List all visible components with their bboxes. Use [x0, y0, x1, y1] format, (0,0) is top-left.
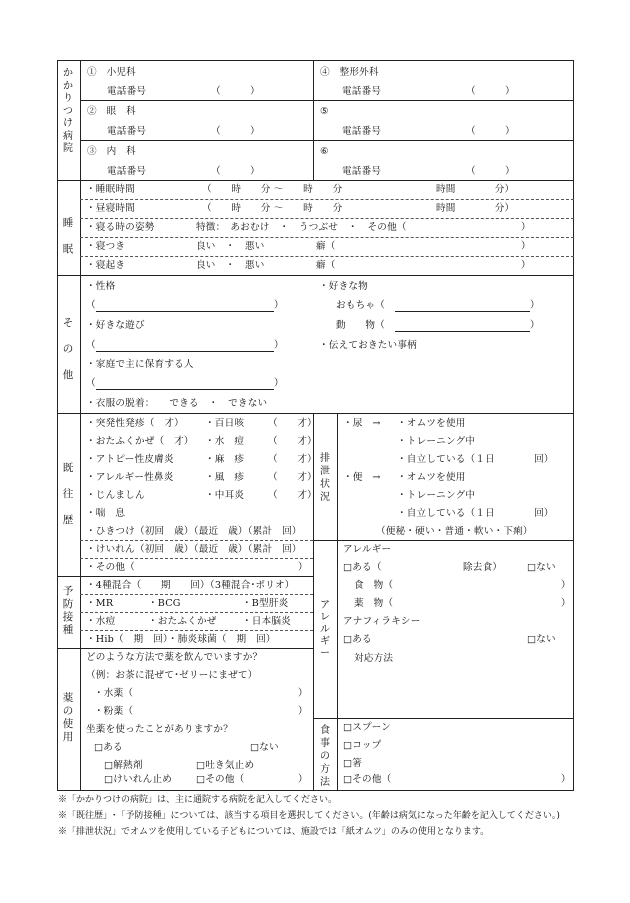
nap-time-label: ・昼寝時間: [86, 203, 135, 214]
toys-label: おもちゃ（: [336, 300, 385, 311]
hospital-3-phone-label: 電話番号: [107, 166, 147, 177]
stool-independent: ・自立している（１日 回）: [397, 508, 554, 519]
urine-independent: ・自立している（１日 回）: [397, 454, 554, 465]
anaphylaxis-no-checkbox[interactable]: □ない: [527, 634, 556, 645]
hospital-6-label: ⑥: [320, 146, 329, 157]
anaphylaxis-label: アナフィラキシー: [343, 616, 421, 627]
allergy-section-bottom: [313, 718, 574, 719]
personality-open: （: [86, 300, 96, 311]
history-left-2: ・アトピー性皮膚炎: [86, 454, 174, 465]
sleep-posture-close: ）: [521, 222, 531, 233]
stool-types: （便秘・硬い・普通・軟い・下痢）: [376, 526, 533, 537]
favorite-play-close: ）: [274, 340, 284, 351]
meal-spoon-checkbox[interactable]: □スプーン: [343, 722, 391, 733]
history-section-bottom: [57, 576, 313, 577]
dressing-label: ・衣服の脱着： できる ・ できない: [86, 398, 268, 409]
history-left-0: ・突発性発疹（ 才）: [86, 418, 184, 429]
hospital-4-phone-label: 電話番号: [342, 86, 382, 97]
hospital-section-bottom: [57, 180, 574, 181]
urine-label: ・尿 →: [343, 418, 381, 429]
sleep-time-range: （ 時 分 ～ 時 分: [202, 184, 343, 195]
header-column-divider: [80, 60, 81, 791]
hospital-2-phone-label: 電話番号: [107, 126, 147, 137]
history-left-4: ・じんましん: [86, 490, 145, 501]
waking-up-label: ・寝起き: [86, 260, 126, 271]
favorite-play-open: （: [86, 340, 96, 351]
meal-other-close: ）: [561, 774, 571, 785]
vaccine-4-mixed: ・4種混合（ 期 回）（3種混合･ポリオ）: [86, 580, 295, 591]
meal-cup-checkbox[interactable]: □コップ: [343, 740, 382, 751]
vaccine-hepb: ・B型肝炎: [242, 598, 289, 609]
hospital-1-label: ① 小児科: [87, 67, 136, 78]
hospital-5-label: ⑤: [320, 106, 329, 117]
vaccination-section-bottom: [57, 648, 313, 649]
hospital-4-phone-paren: （ ）: [466, 86, 515, 97]
vaccine-bcg: ・BCG: [148, 598, 181, 609]
hospital-5-phone-label: 電話番号: [342, 126, 382, 137]
personality-line: [96, 311, 274, 312]
stool-training: ・トレーニング中: [397, 490, 476, 501]
hospital-3-label: ③ 内 科: [87, 146, 136, 157]
allergy-yes-checkbox[interactable]: □ある（: [343, 562, 382, 573]
animals-line: [395, 331, 530, 332]
waking-up-close: ）: [521, 260, 531, 271]
toys-line: [395, 311, 530, 312]
personality-label: ・性格: [86, 281, 116, 292]
allergy-header: アレルギー: [320, 600, 330, 659]
waking-up-habit: 癖（: [316, 260, 336, 271]
hospital-1-phone-label: 電話番号: [107, 86, 147, 97]
vaccine-je: ・日本脳炎: [242, 616, 291, 627]
allergy-removed-food: 除去食）: [463, 562, 503, 573]
history-convulsion-2: ・けいれん（初回 歳）（最近 歳）（累計 回）: [86, 544, 302, 555]
history-right-0-age: （ 才）: [268, 418, 317, 429]
meal-chopsticks-checkbox[interactable]: □箸: [343, 758, 363, 769]
animals-label: 動 物（: [336, 320, 385, 331]
hospital-header: かかりつけ病院: [63, 68, 73, 154]
allergy-drug-close: ）: [561, 598, 571, 609]
history-right-1: ・水 痘: [205, 436, 245, 447]
antiemetic-checkbox[interactable]: □吐き気止め: [196, 760, 255, 771]
allergy-food-close: ）: [561, 580, 571, 591]
vaccine-mumps: ・おたふくかぜ: [148, 616, 217, 627]
history-left-3: ・アレルギー性鼻炎: [86, 472, 174, 483]
history-header: 既往歴: [62, 462, 74, 526]
footnote-2: ※「既往歴」･「予防接種」については、該当する項目を選択してください。(年齢は病気になった年齢を記入してください。): [58, 811, 560, 821]
medicine-header: 薬の使用: [62, 692, 74, 743]
sleep-section-bottom: [57, 275, 574, 276]
allergy-title: アレルギー: [343, 544, 392, 555]
caregiver-line: [96, 389, 274, 390]
history-right-3: ・風 疹: [205, 472, 245, 483]
hospital-4-label: ④ 整形外科: [320, 67, 379, 78]
hospital-6-phone-paren: （ ）: [466, 166, 515, 177]
vaccine-mr: ・MR: [86, 598, 114, 609]
history-right-1-age: （ 才）: [268, 436, 317, 447]
caregiver-label: ・家庭で主に保育する人: [86, 359, 194, 370]
allergy-food-label: 食 物（: [354, 580, 394, 591]
stool-diaper: ・オムツを使用: [397, 472, 466, 483]
history-convulsion-1: ・ひきつけ（初回 歳）（最近 歳）（累計 回）: [86, 526, 302, 537]
footnote-1: ※「かかりつけの病院」は、主に通院する病院を記入してください。: [58, 795, 338, 805]
medicine-liquid: ・水薬（: [94, 688, 134, 699]
sleep-time-label: ・睡眠時間: [86, 184, 135, 195]
medicine-example: （例：お茶に混ぜて･ゼリーにまぜて）: [86, 670, 258, 681]
hospital-6-phone-label: 電話番号: [342, 166, 382, 177]
nap-time-hours: 時間 分）: [436, 203, 515, 214]
suppository-yes-checkbox[interactable]: □ある: [94, 742, 123, 753]
anticonvulsant-checkbox[interactable]: □けいれん止め: [104, 774, 173, 785]
falling-asleep-habit: 癖（: [316, 241, 336, 252]
falling-asleep-options: 良い ・ 悪い: [196, 241, 265, 252]
history-right-4: ・中耳炎: [205, 490, 245, 501]
falling-asleep-close: ）: [521, 241, 531, 252]
allergy-no-checkbox[interactable]: □ない: [527, 562, 556, 573]
notes-to-tell-label: ・伝えておきたい事柄: [319, 340, 417, 351]
medicine-powder: ・粉薬（: [94, 706, 134, 717]
history-right-4-age: （ 才）: [268, 490, 317, 501]
history-right-0: ・百日咳: [205, 418, 245, 429]
history-left-5: ・喘 息: [86, 508, 126, 519]
medicine-question-2: 坐薬を使ったことがありますか？: [86, 724, 233, 735]
personality-close: ）: [274, 300, 284, 311]
stool-label: ・便 →: [343, 472, 381, 483]
history-other: ・その他（: [86, 562, 135, 573]
hospital-2-label: ② 眼 科: [87, 106, 136, 117]
anaphylaxis-response-label: 対応方法: [354, 653, 394, 664]
meal-header: 食事の方法: [320, 725, 330, 788]
favorite-things-label: ・好きな物: [319, 281, 368, 292]
other-section-bottom: [57, 413, 574, 414]
vaccine-hib: ・Hib（ 期 回）・肺炎球菌（ 期 回）: [86, 634, 276, 645]
meal-other-checkbox[interactable]: □その他（: [343, 774, 392, 785]
hospital-2-phone-paren: （ ）: [211, 126, 260, 137]
footnote-3: ※「排泄状況」でオムツを使用している子どもについては、施設では「紙オムツ」のみの使用となります。: [58, 827, 490, 837]
waking-up-options: 良い ・ 悪い: [196, 260, 265, 271]
sleep-header: 睡眠: [62, 217, 74, 255]
caregiver-open: （: [86, 378, 96, 389]
toys-close: ）: [530, 300, 540, 311]
sleep-time-hours: 時間 分）: [436, 184, 515, 195]
caregiver-close: ）: [274, 378, 284, 389]
favorite-play-label: ・好きな遊び: [86, 320, 145, 331]
anaphylaxis-yes-checkbox[interactable]: □ある: [343, 634, 372, 645]
history-right-2: ・麻 疹: [205, 454, 245, 465]
hospital-1-phone-paren: （ ）: [211, 86, 260, 97]
antipyretic-checkbox[interactable]: □解熱剤: [104, 760, 143, 771]
medicine-liquid-close: ）: [298, 688, 308, 699]
favorite-play-line: [96, 351, 274, 352]
medicine-other-checkbox[interactable]: □その他（: [196, 774, 245, 785]
suppository-no-checkbox[interactable]: □ない: [250, 742, 279, 753]
vaccine-varicella: ・水痘: [86, 616, 116, 627]
history-right-3-age: （ 才）: [268, 472, 317, 483]
falling-asleep-label: ・寝つき: [86, 241, 126, 252]
sleep-posture-options: 特徴： あおむけ ・ うつぶせ ・ その他（: [196, 222, 407, 233]
medicine-powder-close: ）: [298, 706, 308, 717]
animals-close: ）: [530, 320, 540, 331]
medicine-question-1: どのような方法で薬を飲んでいますか？: [86, 652, 263, 663]
medicine-other-close: ）: [298, 774, 308, 785]
nap-time-range: （ 時 分 ～ 時 分: [202, 203, 343, 214]
excretion-header: 排泄状況: [320, 453, 330, 503]
history-other-close: ）: [298, 562, 308, 573]
urine-diaper: ・オムツを使用: [397, 418, 466, 429]
allergy-drug-label: 薬 物（: [354, 598, 394, 609]
history-right-2-age: （ 才）: [268, 454, 317, 465]
vaccination-header: 予防接種: [62, 585, 74, 636]
history-left-1: ・おたふくかぜ（ 才）: [86, 436, 194, 447]
other-header: その他: [62, 317, 74, 381]
urine-training: ・トレーニング中: [397, 436, 476, 447]
hospital-3-phone-paren: （ ）: [211, 166, 260, 177]
hospital-5-phone-paren: （ ）: [466, 126, 515, 137]
sleep-posture-label: ・寝る時の姿勢: [86, 222, 155, 233]
